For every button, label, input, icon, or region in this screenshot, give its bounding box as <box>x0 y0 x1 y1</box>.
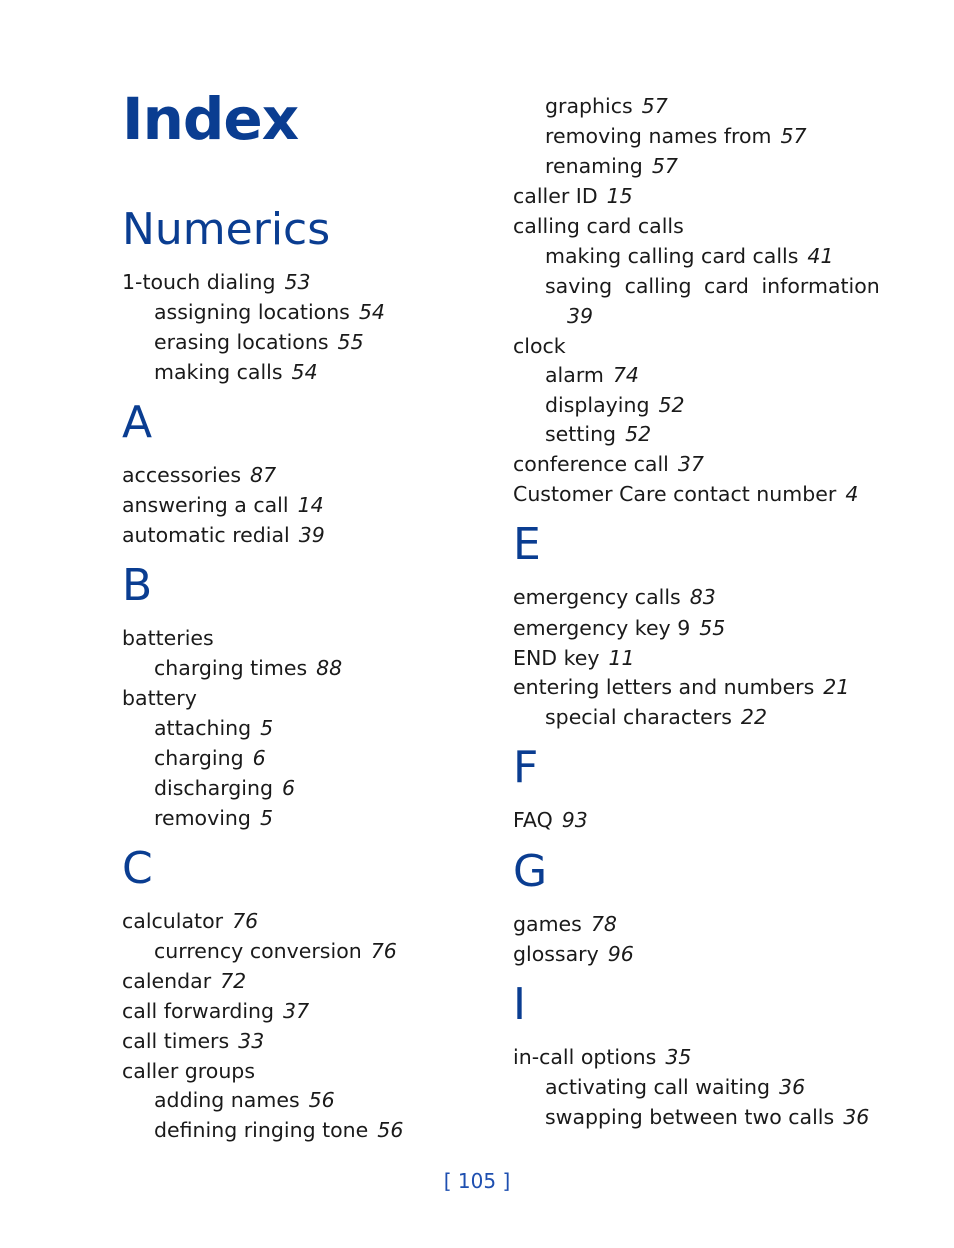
entry-term: displaying <box>545 393 650 417</box>
entry-page: 6 <box>252 746 266 770</box>
entry-page: 36 <box>843 1105 870 1129</box>
index-entry <box>122 520 325 550</box>
entry-page: 96 <box>607 942 634 966</box>
index-subentry <box>154 713 273 743</box>
entry-term: caller ID <box>513 184 598 208</box>
index-entry <box>122 996 309 1026</box>
entry-term: Customer Care contact number <box>513 482 837 506</box>
section-heading-i: I <box>513 979 526 1030</box>
entry-term: graphics <box>545 94 633 118</box>
entry-page: 11 <box>608 646 635 670</box>
index-subentry <box>545 419 651 449</box>
entry-page: 52 <box>625 422 652 446</box>
entry-term: battery <box>122 686 197 710</box>
index-subentry <box>545 360 639 390</box>
index-subentry <box>154 773 295 803</box>
section-heading-g: G <box>513 846 548 897</box>
entry-page: 56 <box>377 1118 404 1142</box>
index-subentry <box>545 121 807 151</box>
entry-page: 5 <box>260 716 274 740</box>
entry-term: activating call waiting <box>545 1075 771 1099</box>
entry-page: 4 <box>845 482 859 506</box>
entry-page: 36 <box>779 1075 806 1099</box>
entry-page: 15 <box>606 184 633 208</box>
index-subentry <box>154 653 342 683</box>
entry-page: 57 <box>651 154 678 178</box>
entry-page: 76 <box>232 909 259 933</box>
index-subentry <box>545 151 678 181</box>
index-entry <box>513 211 684 241</box>
entry-term: special characters <box>545 705 732 729</box>
entry-page: 35 <box>665 1045 692 1069</box>
entry-page: 55 <box>337 330 364 354</box>
index-entry <box>513 805 588 835</box>
entry-term: making calls <box>154 360 283 384</box>
entry-term: alarm <box>545 363 604 387</box>
index-subentry <box>154 1115 403 1145</box>
index-entry <box>513 181 633 211</box>
entry-term: emergency key 9 <box>513 616 691 640</box>
entry-page: 83 <box>689 585 716 609</box>
entry-term: call timers <box>122 1029 230 1053</box>
index-entry <box>122 966 246 996</box>
index-entry <box>513 672 849 702</box>
index-subentry <box>545 1102 869 1132</box>
entry-page: 53 <box>284 270 311 294</box>
entry-page: 39 <box>567 304 594 328</box>
section-heading-numerics: Numerics <box>122 204 331 255</box>
index-entry <box>122 267 311 297</box>
index-subentry <box>545 241 834 271</box>
entry-term: batteries <box>122 626 214 650</box>
index-subentry <box>545 1072 805 1102</box>
entry-page: 54 <box>358 300 385 324</box>
index-subentry <box>545 271 880 301</box>
entry-term: setting <box>545 422 617 446</box>
entry-page: 74 <box>612 363 639 387</box>
entry-term: defining ringing tone <box>154 1118 369 1142</box>
index-entry <box>122 906 258 936</box>
entry-term: calculator <box>122 909 224 933</box>
entry-term: accessories <box>122 463 242 487</box>
entry-term: adding names <box>154 1088 300 1112</box>
section-heading-e: E <box>513 519 541 570</box>
entry-term: discharging <box>154 776 273 800</box>
index-entry <box>122 683 197 713</box>
entry-page: 14 <box>297 493 324 517</box>
index-subentry <box>154 297 385 327</box>
entry-page: 88 <box>316 656 343 680</box>
entry-page: 93 <box>561 808 588 832</box>
entry-page: 21 <box>823 675 850 699</box>
entry-page: 39 <box>298 523 325 547</box>
index-subentry <box>545 390 685 420</box>
entry-page: 52 <box>658 393 685 417</box>
index-entry <box>513 582 716 612</box>
entry-term: calling card calls <box>513 214 684 238</box>
index-entry <box>122 460 276 490</box>
entry-page: 72 <box>220 969 247 993</box>
index-subentry <box>154 743 266 773</box>
entry-page: 54 <box>291 360 318 384</box>
entry-term: END key <box>513 646 600 670</box>
entry-page: 57 <box>641 94 668 118</box>
entry-page: 6 <box>282 776 296 800</box>
entry-page: 22 <box>740 705 767 729</box>
index-entry <box>513 331 566 361</box>
entry-page: 57 <box>780 124 807 148</box>
entry-term: clock <box>513 334 566 358</box>
entry-term: removing <box>154 806 251 830</box>
entry-term: renaming <box>545 154 643 178</box>
entry-term: charging times <box>154 656 308 680</box>
entry-page: 76 <box>370 939 397 963</box>
index-entry <box>513 939 634 969</box>
index-subentry <box>154 327 364 357</box>
entry-term: call forwarding <box>122 999 275 1023</box>
entry-term: calendar <box>122 969 212 993</box>
entry-term: in-call options <box>513 1045 657 1069</box>
index-entry <box>513 1042 691 1072</box>
section-heading-c: C <box>122 843 153 894</box>
index-subentry <box>154 1085 335 1115</box>
entry-term: saving calling card information <box>545 274 880 298</box>
index-subentry <box>545 91 668 121</box>
index-entry <box>122 490 324 520</box>
page-title: Index <box>122 85 299 153</box>
entry-page: 37 <box>677 452 704 476</box>
entry-page: 78 <box>590 912 617 936</box>
entry-page: 33 <box>238 1029 265 1053</box>
entry-page: 56 <box>308 1088 335 1112</box>
index-subentry-continuation <box>567 301 593 331</box>
entry-term: automatic redial <box>122 523 290 547</box>
entry-term: charging <box>154 746 244 770</box>
entry-term: currency conversion <box>154 939 362 963</box>
index-entry <box>513 479 858 509</box>
index-subentry <box>154 936 397 966</box>
index-entry <box>122 1056 255 1086</box>
entry-term: entering letters and numbers <box>513 675 815 699</box>
entry-term: making calling card calls <box>545 244 799 268</box>
index-subentry <box>154 803 273 833</box>
entry-term: assigning locations <box>154 300 350 324</box>
page-number: [ 105 ] <box>443 1169 511 1193</box>
entry-term: emergency calls <box>513 585 681 609</box>
section-heading-b: B <box>122 560 153 611</box>
entry-term: erasing locations <box>154 330 329 354</box>
entry-term: swapping between two calls <box>545 1105 835 1129</box>
entry-term: games <box>513 912 582 936</box>
entry-term: FAQ <box>513 808 553 832</box>
entry-page: 5 <box>259 806 273 830</box>
entry-page: 37 <box>283 999 310 1023</box>
index-entry <box>513 613 725 643</box>
entry-term: answering a call <box>122 493 289 517</box>
entry-term: conference call <box>513 452 669 476</box>
entry-term: attaching <box>154 716 252 740</box>
entry-page: 55 <box>699 616 726 640</box>
index-entry <box>513 643 635 673</box>
entry-term: caller groups <box>122 1059 255 1083</box>
index-entry <box>513 909 617 939</box>
section-heading-f: F <box>513 742 539 793</box>
entry-term: removing names from <box>545 124 772 148</box>
index-subentry <box>154 357 318 387</box>
index-entry <box>122 623 214 653</box>
section-heading-a: A <box>122 397 153 448</box>
index-entry <box>513 449 704 479</box>
index-entry <box>122 1026 264 1056</box>
entry-term: glossary <box>513 942 599 966</box>
entry-page: 87 <box>250 463 277 487</box>
index-subentry <box>545 702 767 732</box>
entry-term: 1-touch dialing <box>122 270 276 294</box>
entry-page: 41 <box>807 244 834 268</box>
